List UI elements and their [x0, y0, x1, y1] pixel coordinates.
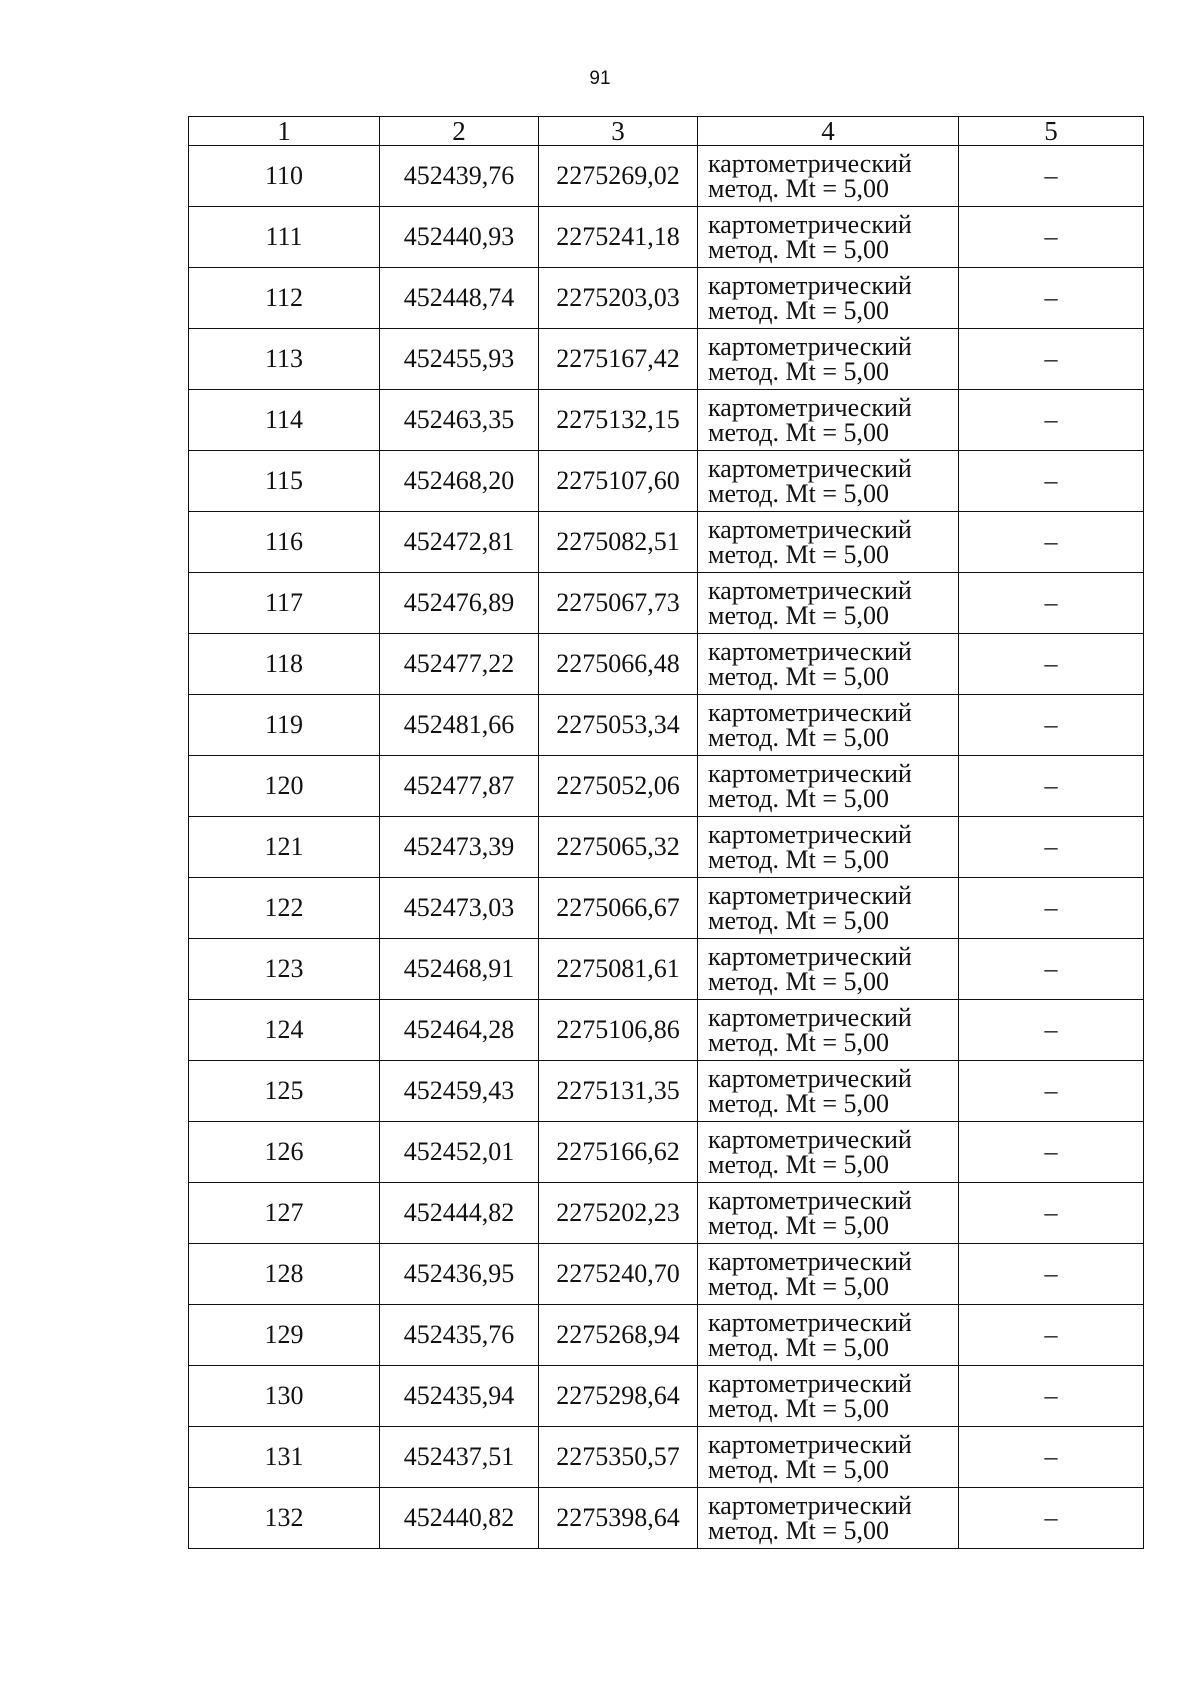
method-line-2: метод. Mt = 5,00 [708, 235, 889, 264]
x-coordinate-cell: 452481,66 [380, 695, 539, 756]
point-number-cell: 116 [189, 512, 380, 573]
y-coordinate-cell: 2275298,64 [539, 1366, 698, 1427]
column-5-cell: – [959, 1427, 1144, 1488]
table-row [189, 817, 1144, 878]
point-number-cell: 114 [189, 390, 380, 451]
column-5-cell: – [959, 756, 1144, 817]
method-line-1: картометрический [708, 514, 912, 544]
method-line-1: картометрический [708, 758, 912, 788]
point-number-cell: 130 [189, 1366, 380, 1427]
table-row [189, 1122, 1144, 1183]
column-5-cell: – [959, 512, 1144, 573]
point-number-cell: 129 [189, 1305, 380, 1366]
method-line-2: метод. Mt = 5,00 [708, 1455, 889, 1484]
method-line-2: метод. Mt = 5,00 [708, 906, 889, 935]
x-coordinate-cell: 452439,76 [380, 146, 539, 207]
method-cell [698, 817, 959, 878]
method-line-1: картометрический [708, 270, 912, 300]
y-coordinate-cell: 2275065,32 [539, 817, 698, 878]
method-line-1: картометрический [708, 1063, 912, 1093]
y-coordinate-cell: 2275081,61 [539, 939, 698, 1000]
method-cell [698, 1244, 959, 1305]
x-coordinate-cell: 452468,20 [380, 451, 539, 512]
column-5-cell: – [959, 878, 1144, 939]
x-coordinate-cell: 452435,94 [380, 1366, 539, 1427]
column-5-cell: – [959, 573, 1144, 634]
y-coordinate-cell: 2275132,15 [539, 390, 698, 451]
method-cell [698, 207, 959, 268]
method-line-1: картометрический [708, 697, 912, 727]
x-coordinate-cell: 452476,89 [380, 573, 539, 634]
method-line-1: картометрический [708, 331, 912, 361]
y-coordinate-cell: 2275106,86 [539, 1000, 698, 1061]
method-cell [698, 1122, 959, 1183]
table-row [189, 1244, 1144, 1305]
column-5-cell: – [959, 1183, 1144, 1244]
column-header: 3 [539, 117, 698, 146]
method-cell [698, 939, 959, 1000]
method-line-1: картометрический [708, 1429, 912, 1459]
y-coordinate-cell: 2275066,48 [539, 634, 698, 695]
column-header: 1 [189, 117, 380, 146]
column-5-cell: – [959, 1061, 1144, 1122]
method-cell [698, 329, 959, 390]
y-coordinate-cell: 2275053,34 [539, 695, 698, 756]
column-5-cell: – [959, 146, 1144, 207]
x-coordinate-cell: 452477,22 [380, 634, 539, 695]
table-header-row [189, 117, 1144, 146]
point-number-cell: 118 [189, 634, 380, 695]
table-row [189, 451, 1144, 512]
method-line-2: метод. Mt = 5,00 [708, 1272, 889, 1301]
point-number-cell: 120 [189, 756, 380, 817]
y-coordinate-cell: 2275268,94 [539, 1305, 698, 1366]
x-coordinate-cell: 452452,01 [380, 1122, 539, 1183]
table-row [189, 1061, 1144, 1122]
method-line-1: картометрический [708, 1307, 912, 1337]
table-row [189, 1183, 1144, 1244]
method-line-1: картометрический [708, 941, 912, 971]
column-5-cell: – [959, 634, 1144, 695]
table-row [189, 268, 1144, 329]
method-line-1: картометрический [708, 1002, 912, 1032]
column-5-cell: – [959, 695, 1144, 756]
table-row [189, 1366, 1144, 1427]
method-line-2: метод. Mt = 5,00 [708, 845, 889, 874]
table-row [189, 1000, 1144, 1061]
x-coordinate-cell: 452473,03 [380, 878, 539, 939]
x-coordinate-cell: 452436,95 [380, 1244, 539, 1305]
coordinates-table [188, 116, 1144, 1549]
method-line-2: метод. Mt = 5,00 [708, 1089, 889, 1118]
x-coordinate-cell: 452468,91 [380, 939, 539, 1000]
method-line-2: метод. Mt = 5,00 [708, 723, 889, 752]
column-5-cell: – [959, 1122, 1144, 1183]
table-row [189, 207, 1144, 268]
method-line-1: картометрический [708, 148, 912, 178]
method-cell [698, 1488, 959, 1549]
table-row [189, 146, 1144, 207]
table-row [189, 1427, 1144, 1488]
method-line-1: картометрический [708, 453, 912, 483]
column-header: 2 [380, 117, 539, 146]
x-coordinate-cell: 452440,82 [380, 1488, 539, 1549]
column-5-cell: – [959, 1244, 1144, 1305]
method-cell [698, 268, 959, 329]
method-line-2: метод. Mt = 5,00 [708, 357, 889, 386]
method-line-2: метод. Mt = 5,00 [708, 418, 889, 447]
table-row [189, 573, 1144, 634]
method-line-2: метод. Mt = 5,00 [708, 1150, 889, 1179]
table-row [189, 329, 1144, 390]
y-coordinate-cell: 2275350,57 [539, 1427, 698, 1488]
method-line-2: метод. Mt = 5,00 [708, 1028, 889, 1057]
method-cell [698, 390, 959, 451]
method-line-2: метод. Mt = 5,00 [708, 296, 889, 325]
method-line-1: картометрический [708, 1185, 912, 1215]
point-number-cell: 131 [189, 1427, 380, 1488]
method-line-2: метод. Mt = 5,00 [708, 174, 889, 203]
method-line-2: метод. Mt = 5,00 [708, 784, 889, 813]
y-coordinate-cell: 2275067,73 [539, 573, 698, 634]
point-number-cell: 132 [189, 1488, 380, 1549]
y-coordinate-cell: 2275166,62 [539, 1122, 698, 1183]
y-coordinate-cell: 2275202,23 [539, 1183, 698, 1244]
method-line-1: картометрический [708, 1124, 912, 1154]
method-cell [698, 1061, 959, 1122]
method-cell [698, 451, 959, 512]
column-5-cell: – [959, 390, 1144, 451]
point-number-cell: 112 [189, 268, 380, 329]
x-coordinate-cell: 452455,93 [380, 329, 539, 390]
method-line-1: картометрический [708, 636, 912, 666]
method-cell [698, 146, 959, 207]
column-5-cell: – [959, 207, 1144, 268]
method-line-1: картометрический [708, 1490, 912, 1520]
x-coordinate-cell: 452464,28 [380, 1000, 539, 1061]
table-row [189, 756, 1144, 817]
method-cell [698, 1305, 959, 1366]
x-coordinate-cell: 452477,87 [380, 756, 539, 817]
column-5-cell: – [959, 1305, 1144, 1366]
x-coordinate-cell: 452435,76 [380, 1305, 539, 1366]
method-cell [698, 756, 959, 817]
y-coordinate-cell: 2275269,02 [539, 146, 698, 207]
point-number-cell: 115 [189, 451, 380, 512]
page-number: 91 [589, 68, 611, 89]
table-row [189, 939, 1144, 1000]
x-coordinate-cell: 452440,93 [380, 207, 539, 268]
table-row [189, 634, 1144, 695]
table-row [189, 512, 1144, 573]
method-cell [698, 878, 959, 939]
column-5-cell: – [959, 451, 1144, 512]
method-line-2: метод. Mt = 5,00 [708, 967, 889, 996]
column-header: 5 [959, 117, 1144, 146]
method-cell [698, 512, 959, 573]
y-coordinate-cell: 2275052,06 [539, 756, 698, 817]
y-coordinate-cell: 2275107,60 [539, 451, 698, 512]
x-coordinate-cell: 452444,82 [380, 1183, 539, 1244]
method-line-2: метод. Mt = 5,00 [708, 1516, 889, 1545]
method-line-1: картометрический [708, 1246, 912, 1276]
method-cell [698, 1000, 959, 1061]
x-coordinate-cell: 452473,39 [380, 817, 539, 878]
point-number-cell: 126 [189, 1122, 380, 1183]
y-coordinate-cell: 2275131,35 [539, 1061, 698, 1122]
column-5-cell: – [959, 1366, 1144, 1427]
method-cell [698, 695, 959, 756]
column-5-cell: – [959, 329, 1144, 390]
column-5-cell: – [959, 817, 1144, 878]
method-line-1: картометрический [708, 1368, 912, 1398]
method-line-2: метод. Mt = 5,00 [708, 662, 889, 691]
y-coordinate-cell: 2275066,67 [539, 878, 698, 939]
method-cell [698, 573, 959, 634]
column-5-cell: – [959, 268, 1144, 329]
y-coordinate-cell: 2275398,64 [539, 1488, 698, 1549]
table-body [189, 146, 1144, 1549]
x-coordinate-cell: 452463,35 [380, 390, 539, 451]
method-cell [698, 1183, 959, 1244]
column-header: 4 [698, 117, 959, 146]
point-number-cell: 113 [189, 329, 380, 390]
method-cell [698, 634, 959, 695]
column-5-cell: – [959, 939, 1144, 1000]
method-line-1: картометрический [708, 880, 912, 910]
point-number-cell: 121 [189, 817, 380, 878]
method-line-1: картометрический [708, 392, 912, 422]
table-row [189, 695, 1144, 756]
method-line-2: метод. Mt = 5,00 [708, 601, 889, 630]
method-line-2: метод. Mt = 5,00 [708, 1211, 889, 1240]
x-coordinate-cell: 452459,43 [380, 1061, 539, 1122]
y-coordinate-cell: 2275082,51 [539, 512, 698, 573]
table-row [189, 1305, 1144, 1366]
point-number-cell: 125 [189, 1061, 380, 1122]
column-5-cell: – [959, 1488, 1144, 1549]
method-line-2: метод. Mt = 5,00 [708, 540, 889, 569]
point-number-cell: 110 [189, 146, 380, 207]
y-coordinate-cell: 2275240,70 [539, 1244, 698, 1305]
point-number-cell: 123 [189, 939, 380, 1000]
method-line-1: картометрический [708, 209, 912, 239]
table-row [189, 1488, 1144, 1549]
point-number-cell: 117 [189, 573, 380, 634]
method-line-2: метод. Mt = 5,00 [708, 479, 889, 508]
method-line-1: картометрический [708, 819, 912, 849]
column-5-cell: – [959, 1000, 1144, 1061]
point-number-cell: 128 [189, 1244, 380, 1305]
x-coordinate-cell: 452472,81 [380, 512, 539, 573]
point-number-cell: 111 [189, 207, 380, 268]
y-coordinate-cell: 2275167,42 [539, 329, 698, 390]
method-line-2: метод. Mt = 5,00 [708, 1333, 889, 1362]
x-coordinate-cell: 452437,51 [380, 1427, 539, 1488]
point-number-cell: 127 [189, 1183, 380, 1244]
table-row [189, 878, 1144, 939]
table-row [189, 390, 1144, 451]
x-coordinate-cell: 452448,74 [380, 268, 539, 329]
point-number-cell: 122 [189, 878, 380, 939]
point-number-cell: 124 [189, 1000, 380, 1061]
point-number-cell: 119 [189, 695, 380, 756]
method-line-1: картометрический [708, 575, 912, 605]
method-line-2: метод. Mt = 5,00 [708, 1394, 889, 1423]
y-coordinate-cell: 2275203,03 [539, 268, 698, 329]
method-cell [698, 1366, 959, 1427]
y-coordinate-cell: 2275241,18 [539, 207, 698, 268]
method-cell [698, 1427, 959, 1488]
